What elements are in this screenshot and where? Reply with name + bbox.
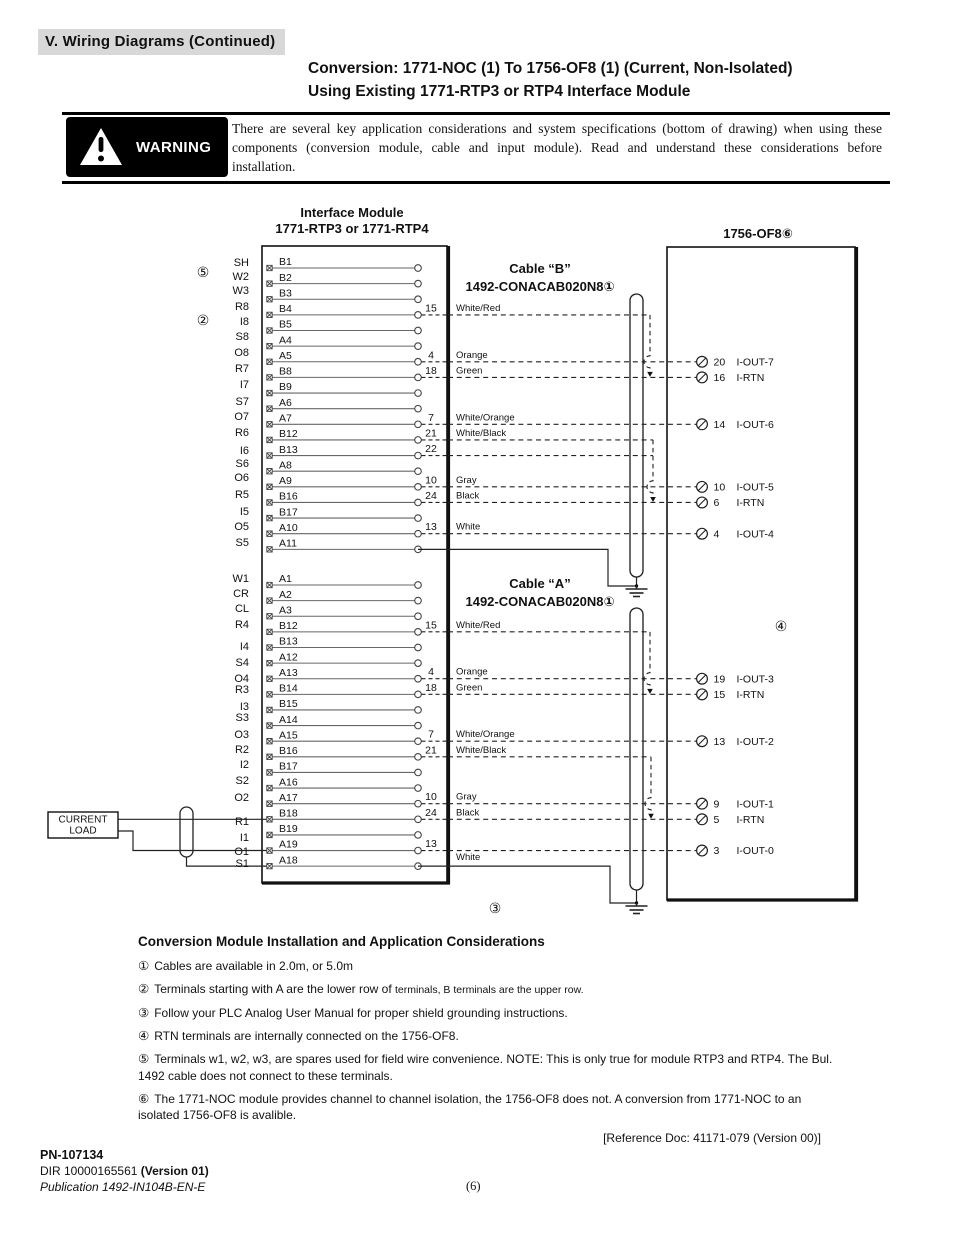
note-marker-4: ④	[138, 1028, 150, 1043]
warning-label: WARNING	[136, 138, 212, 156]
terminal-circle-icon	[415, 722, 422, 729]
terminal-circle-icon	[415, 437, 422, 444]
terminal-square-icon	[267, 692, 272, 697]
terminal-square-icon	[267, 785, 272, 790]
cable-b-label: Cable “B”	[509, 261, 571, 276]
cable-a-terminal-label: B13	[279, 635, 298, 648]
of8-title: 1756-OF8⑥	[723, 226, 793, 241]
note-item-5	[138, 1051, 844, 1084]
cable-b-wire-color: White	[456, 521, 481, 533]
cable-b-terminal-label: A10	[279, 521, 298, 534]
cable-a-bundle	[630, 608, 643, 890]
cable-b-left-label: W2	[232, 271, 249, 283]
terminal-circle-icon	[415, 847, 422, 854]
terminal-circle-icon	[415, 597, 422, 604]
terminal-square-icon	[267, 297, 272, 302]
cable-b-terminal-label: A9	[279, 475, 292, 488]
page-title-line2: Using Existing 1771-RTP3 or RTP4 Interface Module	[308, 83, 691, 100]
cable-b-wire-color: Gray	[456, 474, 477, 486]
cable-b-wire-color: White/Orange	[456, 412, 515, 424]
terminal-circle-icon	[415, 390, 422, 397]
terminal-square-icon	[267, 817, 272, 822]
terminal-circle-icon	[415, 343, 422, 350]
cable-b-left-label: S5	[235, 537, 249, 549]
footer-dir	[40, 1163, 209, 1179]
terminal-square-icon	[267, 468, 272, 473]
note-marker-3: ③	[138, 1005, 150, 1020]
cable-b-terminal-label: A6	[279, 396, 292, 409]
note-item-4	[138, 1028, 844, 1045]
page-title-line1: Conversion: 1771-NOC (1) To 1756-OF8 (1) (Current, Non-Isolated)	[308, 60, 793, 77]
cable-a-terminal-label: B16	[279, 745, 298, 758]
cable-b-left-label: I6	[239, 445, 249, 457]
note-text-3: Follow your PLC Analog User Manual for proper shield grounding instructions.	[154, 1006, 568, 1020]
cable-a-terminal-label: A17	[279, 791, 298, 804]
cable-a-left-label: R3	[234, 684, 249, 696]
cable-b-terminal-label: A7	[279, 412, 292, 425]
cable-a-left-label: S2	[235, 775, 249, 787]
cable-b-wire-number: 10	[425, 474, 437, 487]
terminal-circle-icon	[415, 691, 422, 698]
section-header: V. Wiring Diagrams (Continued)	[38, 29, 285, 55]
terminal-square-icon	[267, 406, 272, 411]
cable-a-rtn-jumper	[644, 632, 650, 690]
cable-a-wire-color: Green	[456, 682, 483, 694]
cable-b-left-label: O7	[234, 411, 249, 423]
interface-module-subtitle: 1771-RTP3 or 1771-RTP4	[275, 221, 429, 236]
terminal-square-icon	[267, 598, 272, 603]
cable-a-terminal-label: A14	[279, 713, 298, 726]
terminal-circle-icon	[415, 296, 422, 303]
cable-a-left-label: I4	[239, 641, 249, 653]
cable-a-terminal-label: A16	[279, 776, 298, 789]
cable-a-left-label: I3	[239, 701, 249, 713]
cable-b-wire-number: 21	[425, 427, 437, 440]
cable-b-bundle	[630, 294, 643, 577]
page-number: (6)	[466, 1179, 481, 1193]
cable-a-wire-color: Orange	[456, 666, 488, 678]
cable-a-wire-number: 13	[425, 838, 437, 851]
cable-b-terminal-label: B2	[279, 271, 292, 284]
cable-a-left-label: CL	[234, 603, 249, 615]
of8-terminal-number: 6	[713, 497, 720, 510]
cable-a-terminal-label: B18	[279, 807, 298, 820]
note-text-5: Terminals w1, w2, w3, are spares used for field wire convenience. NOTE: This is only true for module RTP3 and RTP4. The Bul. 1492 cable does not connect to these terminals.	[138, 1052, 833, 1083]
footer	[40, 1147, 209, 1195]
note-text-2b: terminals, B terminals are the upper row.	[395, 984, 584, 996]
of8-terminal-number: 16	[713, 372, 726, 385]
cable-b-wire-number: 7	[428, 411, 434, 424]
note-text-4: RTN terminals are internally connected on the 1756-OF8.	[154, 1029, 459, 1043]
cable-a-terminal-label: A19	[279, 838, 298, 851]
cable-b-terminal-label: B17	[279, 506, 298, 519]
cable-b-terminal-label: B4	[279, 303, 292, 316]
cable-b-left-label: R7	[234, 363, 249, 375]
of8-terminal-name: I-RTN	[736, 497, 765, 510]
terminal-square-icon	[267, 582, 272, 587]
of8-terminal-number: 13	[713, 735, 726, 748]
cable-b-left-label: S6	[235, 458, 249, 470]
cable-a-wire-color: Gray	[456, 791, 477, 803]
cable-b-jumper-arrow	[650, 497, 656, 502]
terminal-circle-icon	[415, 374, 422, 381]
cable-a-terminal-label: B19	[279, 823, 298, 836]
terminal-square-icon	[267, 848, 272, 853]
of8-terminal-number: 9	[713, 798, 720, 811]
footer-publication: Publication 1492-IN104B-EN-E	[40, 1180, 206, 1194]
considerations-section	[138, 934, 844, 1145]
cable-a-label: Cable “A”	[509, 576, 571, 591]
terminal-circle-icon	[415, 816, 422, 823]
cable-a-terminal-label: A18	[279, 854, 298, 867]
terminal-circle-icon	[415, 629, 422, 636]
warning-text: There are several key application considerations and system specifications (bottom of drawing) when using these components (conversion module, cable and input module). Read and understand these considerations before installation.	[232, 121, 882, 174]
terminal-circle-icon	[415, 484, 422, 491]
cable-b-terminal-label: B12	[279, 428, 298, 441]
cable-b-terminal-label: B16	[279, 490, 298, 503]
current-load-label: LOAD	[69, 825, 97, 837]
terminal-circle-icon	[415, 800, 422, 807]
note-marker-1: ①	[138, 958, 150, 973]
terminal-circle-icon	[415, 582, 422, 589]
of8-terminal-name: I-OUT-2	[736, 735, 774, 748]
terminal-square-icon	[267, 281, 272, 286]
callout-3: ③	[488, 900, 502, 916]
cable-b-part-number: 1492-CONACAB020N8①	[465, 279, 615, 294]
cable-b-left-label: O8	[234, 347, 249, 359]
of8-terminal-name: I-RTN	[736, 813, 765, 826]
terminal-square-icon	[267, 676, 272, 681]
terminal-square-icon	[267, 343, 272, 348]
cable-b-left-label: I8	[239, 316, 249, 328]
note-text-1: Cables are available in 2.0m, or 5.0m	[154, 959, 353, 973]
cable-a-terminal-label: A1	[279, 573, 292, 586]
terminal-square-icon	[267, 265, 272, 270]
terminal-circle-icon	[415, 530, 422, 537]
cable-b-wire-color: White/Red	[456, 302, 501, 314]
cable-a-wire-number: 18	[425, 681, 437, 694]
terminal-circle-icon	[415, 499, 422, 506]
cable-b-left-label: I7	[239, 379, 249, 391]
terminal-square-icon	[267, 359, 272, 364]
terminal-circle-icon	[415, 660, 422, 667]
terminal-square-icon	[267, 531, 272, 536]
cable-b-jumper-arrow	[647, 372, 653, 377]
cable-a-part-number: 1492-CONACAB020N8①	[465, 594, 615, 609]
note-item-3	[138, 1005, 844, 1022]
cable-a-jumper-arrow	[647, 689, 653, 694]
terminal-square-icon	[267, 614, 272, 619]
cable-a-shield-wire	[418, 866, 637, 903]
terminal-circle-icon	[415, 265, 422, 272]
terminal-square-icon	[267, 660, 272, 665]
cable-a-terminal-label: B14	[279, 682, 298, 695]
of8-terminal-number: 5	[713, 813, 720, 826]
current-load-label: CURRENT	[58, 814, 108, 826]
terminal-circle-icon	[415, 754, 422, 761]
cable-a-left-label: S1	[235, 858, 249, 870]
cable-a-wire-color: White/Red	[456, 619, 501, 631]
considerations-title: Conversion Module Installation and Application Considerations	[138, 934, 545, 949]
cable-b-left-label: I5	[239, 506, 249, 518]
cable-b-terminal-label: B5	[279, 318, 292, 331]
cable-a-left-label: W1	[232, 573, 249, 585]
of8-terminal-name: I-OUT-3	[736, 673, 774, 686]
terminal-square-icon	[267, 422, 272, 427]
cable-a-left-label: R4	[234, 619, 249, 631]
note-text-2: Terminals starting with A are the lower row of	[154, 982, 395, 996]
cable-a-terminal-label: A12	[279, 651, 298, 664]
terminal-circle-icon	[415, 405, 422, 412]
cable-b-wire-number: 24	[425, 489, 437, 502]
of8-terminal-number: 10	[713, 481, 726, 494]
cable-a-terminal-label: A15	[279, 729, 298, 742]
cable-b-wire-color: Orange	[456, 349, 488, 361]
terminal-square-icon	[267, 437, 272, 442]
cable-b-terminal-label: B8	[279, 365, 292, 378]
terminal-square-icon	[267, 547, 272, 552]
terminal-circle-icon	[415, 280, 422, 287]
cable-b-left-label: W3	[232, 285, 249, 297]
cable-b-terminal-label: A5	[279, 349, 292, 362]
of8-terminal-number: 4	[713, 528, 720, 541]
cable-a-wire-color: White	[456, 852, 481, 864]
cable-a-rtn-jumper	[645, 757, 651, 815]
terminal-square-icon	[267, 515, 272, 520]
cable-b-terminal-label: B13	[279, 443, 298, 456]
of8-terminal-number: 14	[713, 418, 726, 431]
note-marker-6: ⑥	[138, 1090, 150, 1106]
of8-terminal-name: I-OUT-6	[736, 418, 774, 431]
current-load-shield-wire	[187, 857, 270, 866]
cable-b-wire-number: 18	[425, 364, 437, 377]
terminal-square-icon	[267, 312, 272, 317]
callout-4: ④	[774, 618, 788, 634]
of8-terminal-number: 19	[713, 673, 726, 686]
terminal-circle-icon	[415, 515, 422, 522]
cable-b-terminal-label: B3	[279, 287, 292, 300]
cable-a-wire-number: 24	[425, 806, 437, 819]
terminal-square-icon	[267, 723, 272, 728]
cable-b-left-label: S7	[235, 396, 249, 408]
of8-terminal-name: I-RTN	[736, 372, 765, 385]
callout-2: ②	[196, 312, 210, 328]
cable-a-left-label: O4	[234, 673, 249, 685]
terminal-circle-icon	[415, 613, 422, 620]
note-item-2	[138, 981, 844, 999]
terminal-square-icon	[267, 500, 272, 505]
cable-b-rtn-jumper	[647, 440, 653, 498]
cable-a-left-label: O2	[234, 792, 249, 804]
note-item-6	[138, 1091, 844, 1124]
cable-a-left-label: R2	[234, 744, 249, 756]
cable-a-left-label: S3	[235, 712, 249, 724]
terminal-square-icon	[267, 390, 272, 395]
of8-terminal-name: I-OUT-7	[736, 356, 774, 369]
twisted-pair-symbol	[180, 807, 193, 857]
footer-dir-number: DIR 10000165561	[40, 1164, 141, 1178]
terminal-square-icon	[267, 453, 272, 458]
cable-a-wire-number: 7	[428, 728, 434, 741]
note-item-1	[138, 958, 844, 975]
terminal-square-icon	[267, 328, 272, 333]
of8-terminal-name: I-OUT-4	[736, 528, 774, 541]
of8-terminal-number: 15	[713, 688, 726, 701]
cable-b-left-label: R6	[234, 427, 249, 439]
cable-b-terminal-label: A8	[279, 459, 292, 472]
terminal-circle-icon	[415, 358, 422, 365]
cable-b-wire-number: 4	[428, 349, 434, 362]
terminal-circle-icon	[415, 707, 422, 714]
terminal-circle-icon	[415, 785, 422, 792]
cable-b-wire-color: Green	[456, 365, 483, 377]
cable-a-terminal-label: A2	[279, 588, 292, 601]
cable-b-wire-number: 22	[425, 443, 437, 456]
terminal-circle-icon	[415, 327, 422, 334]
terminal-square-icon	[267, 863, 272, 868]
terminal-square-icon	[267, 629, 272, 634]
terminal-square-icon	[267, 832, 272, 837]
cable-b-terminal-label: A11	[279, 537, 297, 550]
of8-terminal-name: I-RTN	[736, 688, 765, 701]
of8-terminal-name: I-OUT-1	[736, 798, 774, 811]
terminal-circle-icon	[415, 769, 422, 776]
terminal-square-icon	[267, 707, 272, 712]
terminal-circle-icon	[415, 832, 422, 839]
cable-a-wire-color: White/Black	[456, 744, 507, 756]
footer-dir-version: (Version 01)	[140, 1164, 209, 1178]
cable-b-left-label: SH	[233, 257, 249, 269]
cable-a-wire-number: 10	[425, 791, 437, 804]
of8-terminal-name: I-OUT-5	[736, 481, 774, 494]
cable-b-left-label: O5	[234, 521, 249, 533]
cable-a-jumper-arrow	[648, 814, 654, 819]
terminal-circle-icon	[415, 468, 422, 475]
terminal-circle-icon	[415, 675, 422, 682]
cable-a-left-label: I2	[239, 759, 249, 771]
cable-a-terminal-label: A13	[279, 666, 298, 679]
of8-terminal-number: 20	[713, 356, 726, 369]
cable-a-wire-number: 21	[425, 744, 437, 757]
cable-b-left-label: S8	[235, 331, 249, 343]
cable-a-left-label: O3	[234, 729, 249, 741]
cable-b-left-label: R5	[234, 489, 249, 501]
note-marker-2: ②	[138, 981, 150, 996]
cable-a-wire-color: White/Orange	[456, 729, 515, 741]
cable-a-terminal-label: B15	[279, 698, 298, 711]
cable-b-wire-color: Black	[456, 490, 480, 502]
of8-terminal-name: I-OUT-0	[736, 845, 774, 858]
cable-b-left-label: R8	[234, 301, 249, 313]
interface-module-title: Interface Module	[300, 205, 404, 220]
reference-doc: [Reference Doc: 41171-079 (Version 00)]	[603, 1130, 821, 1145]
cable-b-terminal-label: B1	[279, 256, 292, 269]
cable-b-wire-number: 15	[425, 302, 437, 315]
terminal-square-icon	[267, 754, 272, 759]
terminal-square-icon	[267, 770, 272, 775]
callout-5: ⑤	[196, 264, 210, 280]
terminal-circle-icon	[415, 452, 422, 459]
cable-a-left-label: CR	[233, 588, 249, 600]
cable-a-terminal-label: A3	[279, 604, 292, 617]
cable-a-terminal-label: B12	[279, 620, 298, 633]
cable-b-wire-number: 13	[425, 521, 437, 534]
note-text-6: The 1771-NOC module provides channel to channel isolation, the 1756-OF8 does not. A conversion from 1771-NOC to an isolated 1756-OF8 is avalible.	[138, 1091, 802, 1122]
terminal-circle-icon	[415, 738, 422, 745]
cable-a-left-label: O1	[234, 846, 249, 858]
footer-pn: PN-107134	[40, 1148, 104, 1162]
terminal-circle-icon	[415, 312, 422, 319]
cable-b-rtn-jumper	[644, 315, 650, 373]
terminal-circle-icon	[415, 644, 422, 651]
note-marker-5: ⑤	[138, 1051, 150, 1066]
terminal-square-icon	[267, 801, 272, 806]
cable-a-wire-number: 4	[428, 666, 434, 679]
terminal-square-icon	[267, 484, 272, 489]
terminal-square-icon	[267, 645, 272, 650]
cable-a-wire-number: 15	[425, 619, 437, 632]
cable-a-terminal-label: B17	[279, 760, 298, 773]
terminal-circle-icon	[415, 421, 422, 428]
cable-a-left-label: R1	[234, 816, 249, 828]
cable-b-terminal-label: B9	[279, 381, 292, 394]
cable-a-left-label: I1	[239, 832, 249, 844]
cable-a-wire-color: Black	[456, 807, 480, 819]
terminal-square-icon	[267, 375, 272, 380]
cable-a-left-label: S4	[235, 657, 249, 669]
terminal-square-icon	[267, 739, 272, 744]
cable-b-wire-color: White/Black	[456, 427, 507, 439]
of8-terminal-number: 3	[713, 845, 720, 858]
cable-b-left-label: O6	[234, 472, 249, 484]
cable-b-terminal-label: A4	[279, 334, 292, 347]
